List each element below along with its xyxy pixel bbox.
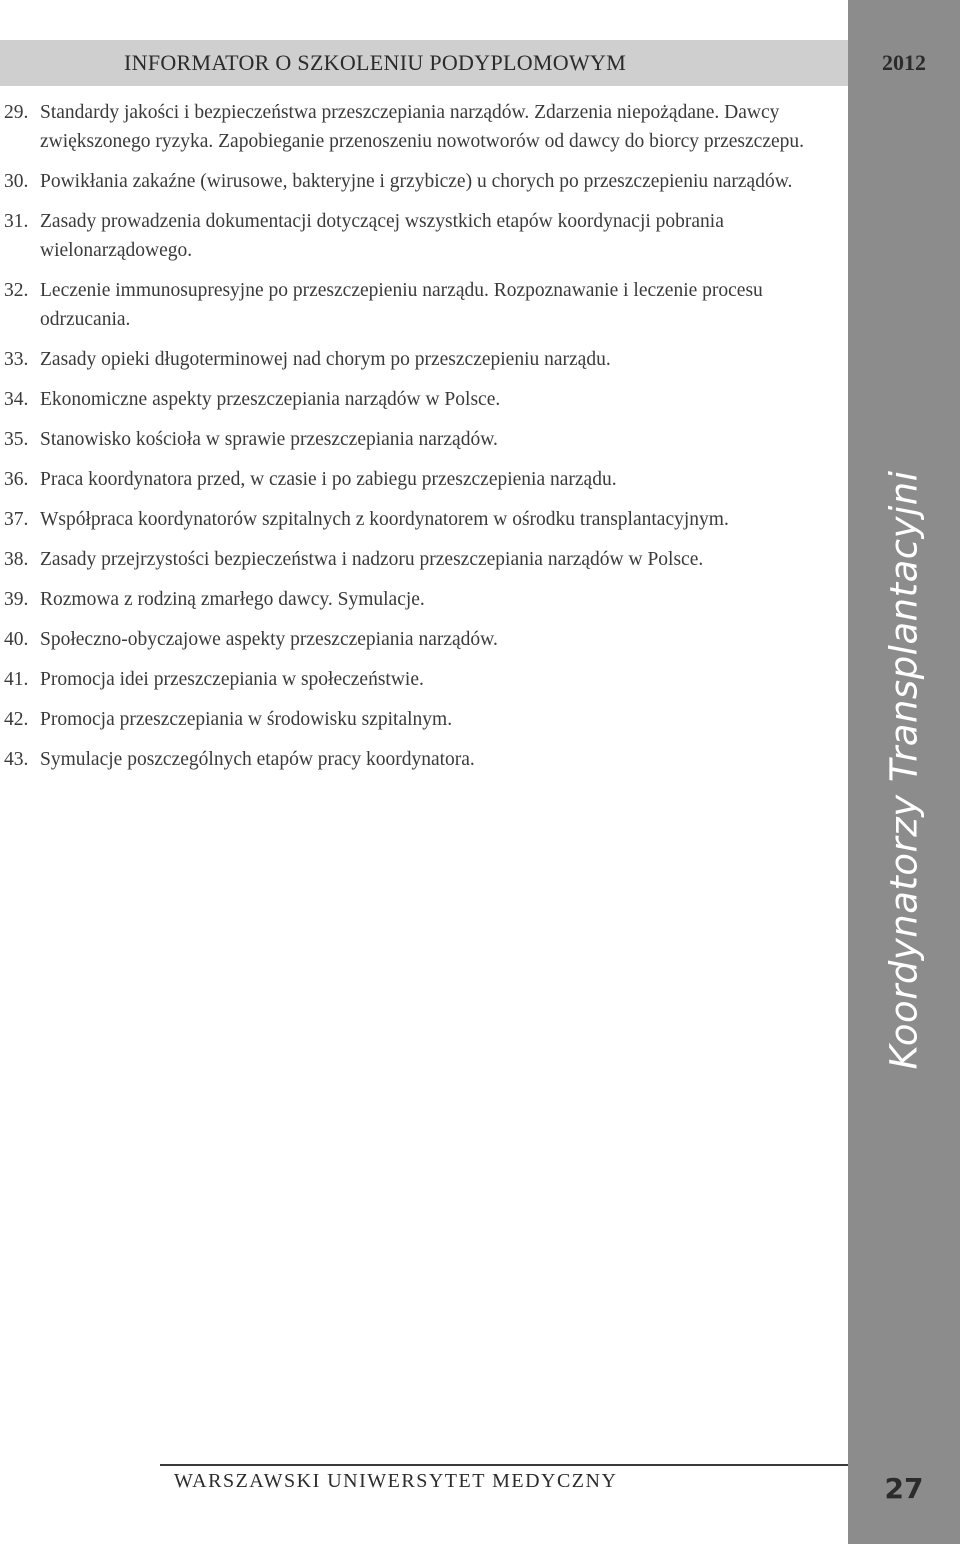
item-number: 41. (4, 669, 29, 690)
item-text: Ekonomiczne aspekty przeszczepiania narządów w Polsce. (40, 389, 501, 410)
item-number: 42. (4, 709, 29, 730)
footer-divider (160, 1464, 848, 1466)
item-number: 30. (4, 171, 29, 192)
item-text: Zasady prowadzenia dokumentacji dotyczącej wszystkich etapów koordynacji pobrania wielonarządowego. (40, 211, 724, 261)
item-number: 31. (4, 211, 29, 232)
list-item (0, 425, 840, 454)
list-item (0, 276, 840, 334)
list-item (0, 167, 840, 196)
item-number: 34. (4, 389, 29, 410)
header-title: INFORMATOR O SZKOLENIU PODYPLOMOWYM (124, 50, 627, 75)
item-text: Leczenie immunosupresyjne po przeszczepieniu narządu. Rozpoznawanie i leczenie procesu odrzucania. (40, 280, 763, 330)
list-item (0, 705, 840, 734)
page-number: 27 (884, 1472, 924, 1505)
item-text: Symulacje poszczególnych etapów pracy koordynatora. (40, 749, 475, 770)
item-text: Współpraca koordynatorów szpitalnych z koordynatorem w ośrodku transplantacyjnym. (40, 509, 729, 530)
list-item (0, 665, 840, 694)
item-number: 33. (4, 349, 29, 370)
item-text: Promocja idei przeszczepiania w społeczeństwie. (40, 669, 424, 690)
item-text: Promocja przeszczepiania w środowisku szpitalnym. (40, 709, 453, 730)
list-item (0, 207, 840, 265)
item-number: 39. (4, 589, 29, 610)
item-text: Praca koordynatora przed, w czasie i po zabiegu przeszczepienia narządu. (40, 469, 617, 490)
footer-text: WARSZAWSKI UNIWERSYTET MEDYCZNY (174, 1470, 618, 1492)
item-number: 40. (4, 629, 29, 650)
item-number: 32. (4, 280, 29, 301)
item-text: Standardy jakości i bezpieczeństwa przeszczepiania narządów. Zdarzenia niepożądane. Dawcy zwiększonego ryzyka. Zapobieganie przenoszeniu nowotworów od dawcy do biorcy przeszczepu. (40, 102, 805, 152)
item-text: Zasady opieki długoterminowej nad chorym po przeszczepieniu narządu. (40, 349, 611, 370)
list-item (0, 98, 840, 156)
topic-list (0, 98, 840, 785)
sidebar-vertical-title: Koordynatorzy Transplantacyjni (882, 470, 926, 1070)
item-number: 29. (4, 102, 29, 123)
list-item (0, 505, 840, 534)
list-item (0, 625, 840, 654)
item-number: 37. (4, 509, 29, 530)
item-text: Powikłania zakaźne (wirusowe, bakteryjne i grzybicze) u chorych po przeszczepieniu narządów. (40, 171, 793, 192)
item-text: Stanowisko kościoła w sprawie przeszczepiania narządów. (40, 429, 498, 450)
list-item (0, 345, 840, 374)
list-item (0, 585, 840, 614)
item-number: 35. (4, 429, 29, 450)
item-text: Rozmowa z rodziną zmarłego dawcy. Symulacje. (40, 589, 425, 610)
list-item (0, 465, 840, 494)
list-item (0, 545, 840, 574)
item-number: 36. (4, 469, 29, 490)
list-item (0, 385, 840, 414)
item-number: 38. (4, 549, 29, 570)
item-text: Zasady przejrzystości bezpieczeństwa i nadzoru przeszczepiania narządów w Polsce. (40, 549, 704, 570)
item-text: Społeczno-obyczajowe aspekty przeszczepiania narządów. (40, 629, 498, 650)
item-number: 43. (4, 749, 29, 770)
header-year: 2012 (882, 50, 926, 75)
list-item (0, 745, 840, 774)
